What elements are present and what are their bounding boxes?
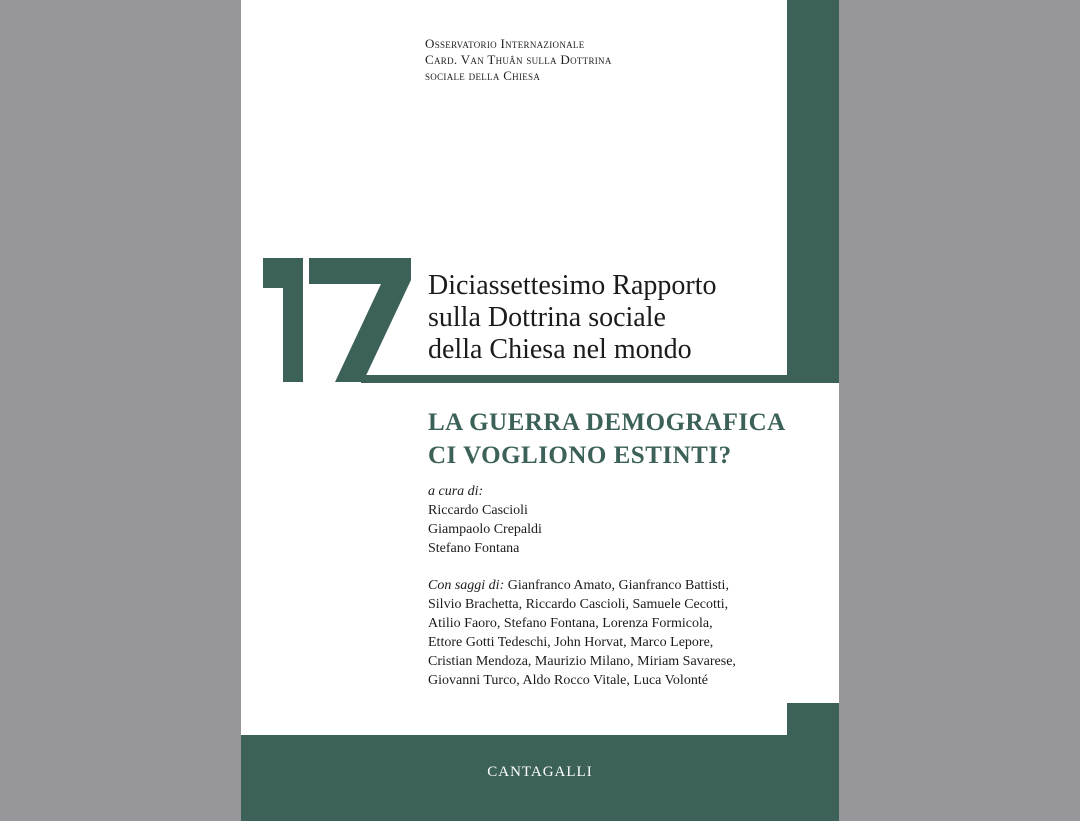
editors-label: a cura di: xyxy=(428,484,484,499)
report-title-line: della Chiesa nel mondo xyxy=(428,334,692,365)
report-title xyxy=(428,270,717,366)
report-number xyxy=(263,258,413,382)
main-title-line: LA GUERRA DEMOGRAFICA xyxy=(428,409,786,436)
contributors-label: Con saggi di: xyxy=(428,578,505,593)
numeral-seven-shape xyxy=(309,258,411,382)
decorative-rule xyxy=(361,375,839,383)
publisher-name: CANTAGALLI xyxy=(487,764,593,780)
contributors-line: Ettore Gotti Tedeschi, John Horvat, Marco Lepore, xyxy=(428,635,714,650)
report-title-line: sulla Dottrina sociale xyxy=(428,302,666,333)
contributors-line: Silvio Brachetta, Riccardo Cascioli, Samuele Cecotti, xyxy=(428,597,729,612)
numeral-one-shape xyxy=(263,258,303,382)
contributors-block xyxy=(428,576,736,690)
book-cover xyxy=(241,0,839,821)
contributors-line: Cristian Mendoza, Maurizio Milano, Miriam Savarese, xyxy=(428,654,736,669)
contributors-line: Atilio Faoro, Stefano Fontana, Lorenza Formicola, xyxy=(428,616,713,631)
contributors-line: Gianfranco Amato, Gianfranco Battisti, xyxy=(507,578,729,593)
institute-name xyxy=(425,36,612,84)
main-title-line: CI VOGLIONO ESTINTI? xyxy=(428,442,732,469)
report-title-line: Diciassettesimo Rapporto xyxy=(428,270,717,301)
editor-name: Giampaolo Crepaldi xyxy=(428,522,542,537)
contributors-line: Giovanni Turco, Aldo Rocco Vitale, Luca Volonté xyxy=(428,673,708,688)
institute-line: Card. Van Thuân sulla Dottrina xyxy=(425,52,612,67)
editor-name: Riccardo Cascioli xyxy=(428,503,528,518)
editors-block xyxy=(428,482,542,558)
main-title xyxy=(428,406,786,472)
institute-line: sociale della Chiesa xyxy=(425,68,541,83)
editor-name: Stefano Fontana xyxy=(428,541,520,556)
institute-line: Osservatorio Internazionale xyxy=(425,36,585,51)
report-number-text: 17 xyxy=(338,328,339,329)
decorative-band-top-right xyxy=(787,0,839,383)
